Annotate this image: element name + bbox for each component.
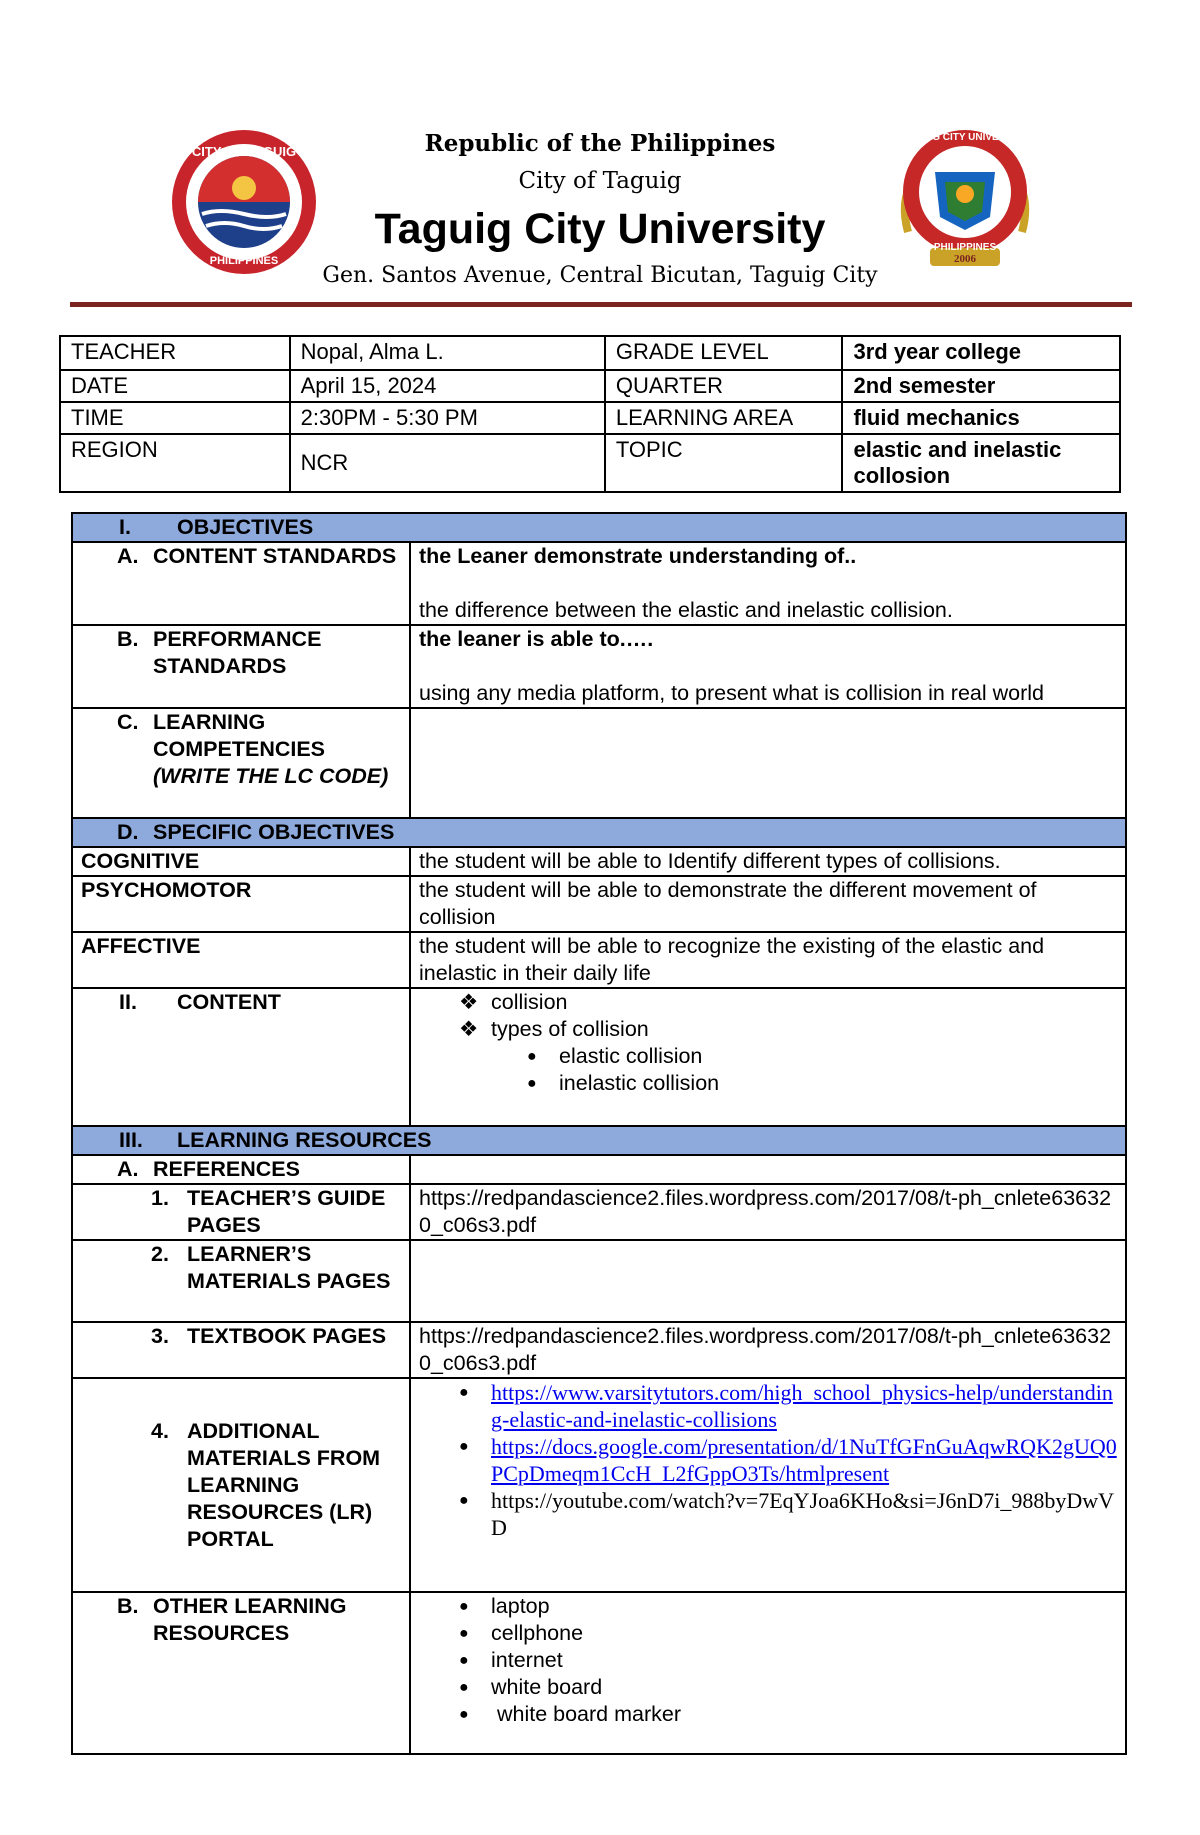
additional-materials-row <box>72 1378 1126 1592</box>
affective-label: AFFECTIVE <box>72 932 410 988</box>
content-standards-row <box>72 542 1126 625</box>
additional-materials-label: 4. ADDITIONAL MATERIALS FROM LEARNING RESOURCES (LR) PORTAL <box>72 1378 410 1592</box>
dot-bullet-icon: ● <box>459 1706 469 1723</box>
area-value: fluid mechanics <box>842 402 1120 434</box>
teachers-guide-label: 1. TEACHER’S GUIDE PAGES <box>72 1184 410 1240</box>
objectives-heading: I. OBJECTIVES <box>72 513 1126 542</box>
content-standards-value: the Leaner demonstrate understanding of.. the difference between the elastic and inelastic collision. <box>410 542 1126 625</box>
seal-right-year: 2006 <box>954 253 976 265</box>
textbook-row <box>72 1322 1126 1378</box>
content-row <box>72 988 1126 1126</box>
list-item: ● white board <box>419 1674 1117 1701</box>
additional-materials-value <box>410 1378 1126 1592</box>
info-row <box>60 336 1120 370</box>
address-line: Gen. Santos Avenue, Central Bicutan, Taguig City <box>322 263 878 288</box>
affective-value: the student will be able to recognize the existing of the elastic and inelastic in their daily life <box>410 932 1126 988</box>
teachers-guide-value: https://redpandascience2.files.wordpress.com/2017/08/t-ph_cnlete636320_c06s3.pdf <box>410 1184 1126 1240</box>
textbook-label: 3. TEXTBOOK PAGES <box>72 1322 410 1378</box>
learning-resources-band <box>72 1126 1126 1155</box>
other-resources-value <box>410 1592 1126 1754</box>
city-line: City of Taguig <box>518 168 682 194</box>
topic-value: elastic and inelastic collosion <box>842 434 1120 492</box>
performance-standards-value: the leaner is able to.…. using any media platform, to present what is collision in real world <box>410 625 1126 708</box>
taguig-city-university-seal-icon <box>890 122 1040 277</box>
references-label: A. REFERENCES <box>72 1155 410 1184</box>
list-item <box>419 1433 1117 1487</box>
seal-left-bottom-text: PHILIPPINES <box>209 255 279 267</box>
performance-standards-row <box>72 625 1126 708</box>
specific-objectives-heading: D. SPECIFIC OBJECTIVES <box>72 818 1126 847</box>
list-item: ● internet <box>419 1647 1117 1674</box>
city-of-taguig-seal-icon <box>170 128 318 276</box>
specific-objectives-band <box>72 818 1126 847</box>
diamond-bullet-icon: ❖ <box>459 990 479 1014</box>
objectives-band <box>72 513 1126 542</box>
region-label: REGION <box>60 434 290 492</box>
quarter-label: QUARTER <box>605 370 843 402</box>
list-item: ● inelastic collision <box>419 1070 1117 1097</box>
topic-label: TOPIC <box>605 434 843 492</box>
performance-standards-label: B. PERFORMANCE STANDARDS <box>72 625 410 708</box>
list-item: ● white board marker <box>419 1701 1117 1728</box>
info-row <box>60 434 1120 492</box>
google-slides-link[interactable]: https://docs.google.com/presentation/d/1NuTfGFnGuAqwRQK2gUQ0PCpDmeqm1CcH_L2fGppO3Ts/htmlpresent <box>491 1434 1117 1486</box>
teacher-label: TEACHER <box>60 336 290 370</box>
cognitive-row <box>72 847 1126 876</box>
content-standards-label: A. CONTENT STANDARDS <box>72 542 410 625</box>
psychomotor-value: the student will be able to demonstrate the different movement of collision <box>410 876 1126 932</box>
cognitive-label: COGNITIVE <box>72 847 410 876</box>
seal-left-top-text: CITY OF TAGUIG <box>191 144 297 159</box>
info-row <box>60 370 1120 402</box>
learning-competencies-label: C. LEARNING COMPETENCIES (WRITE THE LC CODE) <box>72 708 410 818</box>
list-item: ● elastic collision <box>419 1043 1117 1070</box>
seal-right-top-text: TAGUIG CITY UNIVERSITY <box>901 132 1029 143</box>
learners-materials-value <box>410 1240 1126 1322</box>
list-item <box>419 1379 1117 1433</box>
dot-bullet-icon: ● <box>459 1492 469 1509</box>
learners-materials-label: 2. LEARNER’S MATERIALS PAGES <box>72 1240 410 1322</box>
dot-bullet-icon: ● <box>459 1679 469 1696</box>
teachers-guide-row <box>72 1184 1126 1240</box>
lesson-plan-table <box>71 512 1127 1755</box>
other-resources-row <box>72 1592 1126 1754</box>
content-value <box>410 988 1126 1126</box>
references-row <box>72 1155 1126 1184</box>
psychomotor-label: PSYCHOMOTOR <box>72 876 410 932</box>
list-item: ❖ collision <box>419 989 1117 1016</box>
youtube-link-text: https://youtube.com/watch?v=7EqYJoa6KHo&si=J6nD7i_988byDwVD <box>491 1488 1115 1540</box>
dot-bullet-icon: ● <box>527 1075 537 1092</box>
varsitytutors-link[interactable]: https://www.varsitytutors.com/high_school_physics-help/understanding-elastic-and-inelastic-collisions <box>491 1380 1113 1432</box>
time-value: 2:30PM - 5:30 PM <box>290 402 605 434</box>
diamond-bullet-icon: ❖ <box>459 1017 479 1041</box>
psychomotor-row <box>72 876 1126 932</box>
time-label: TIME <box>60 402 290 434</box>
quarter-value: 2nd semester <box>842 370 1120 402</box>
seal-right-bottom-text: PHILIPPINES <box>933 242 997 253</box>
dot-bullet-icon: ● <box>459 1384 469 1401</box>
textbook-value: https://redpandascience2.files.wordpress.com/2017/08/t-ph_cnlete636320_c06s3.pdf <box>410 1322 1126 1378</box>
learners-materials-row <box>72 1240 1126 1322</box>
dot-bullet-icon: ● <box>459 1598 469 1615</box>
cognitive-value: the student will be able to Identify different types of collisions. <box>410 847 1126 876</box>
learning-competencies-value <box>410 708 1126 818</box>
dot-bullet-icon: ● <box>459 1625 469 1642</box>
header-rule <box>70 302 1132 307</box>
dot-bullet-icon: ● <box>527 1048 537 1065</box>
date-value: April 15, 2024 <box>290 370 605 402</box>
list-item: ❖ types of collision <box>419 1016 1117 1043</box>
learning-resources-heading: III. LEARNING RESOURCES <box>72 1126 1126 1155</box>
teacher-value: Nopal, Alma L. <box>290 336 605 370</box>
grade-label: GRADE LEVEL <box>605 336 843 370</box>
list-item: ● laptop <box>419 1593 1117 1620</box>
university-title: Taguig City University <box>374 205 826 253</box>
date-label: DATE <box>60 370 290 402</box>
area-label: LEARNING AREA <box>605 402 843 434</box>
content-label: II. CONTENT <box>72 988 410 1126</box>
list-item: ● cellphone <box>419 1620 1117 1647</box>
grade-value: 3rd year college <box>842 336 1120 370</box>
info-row <box>60 402 1120 434</box>
learning-competencies-row <box>72 708 1126 818</box>
affective-row <box>72 932 1126 988</box>
dot-bullet-icon: ● <box>459 1652 469 1669</box>
dot-bullet-icon: ● <box>459 1438 469 1455</box>
lesson-info-table <box>59 335 1121 493</box>
other-resources-label: B. OTHER LEARNING RESOURCES <box>72 1592 410 1754</box>
region-value: NCR <box>290 434 605 492</box>
list-item <box>419 1487 1117 1541</box>
references-value <box>410 1155 1126 1184</box>
republic-line: Republic of the Philippines <box>424 130 776 157</box>
